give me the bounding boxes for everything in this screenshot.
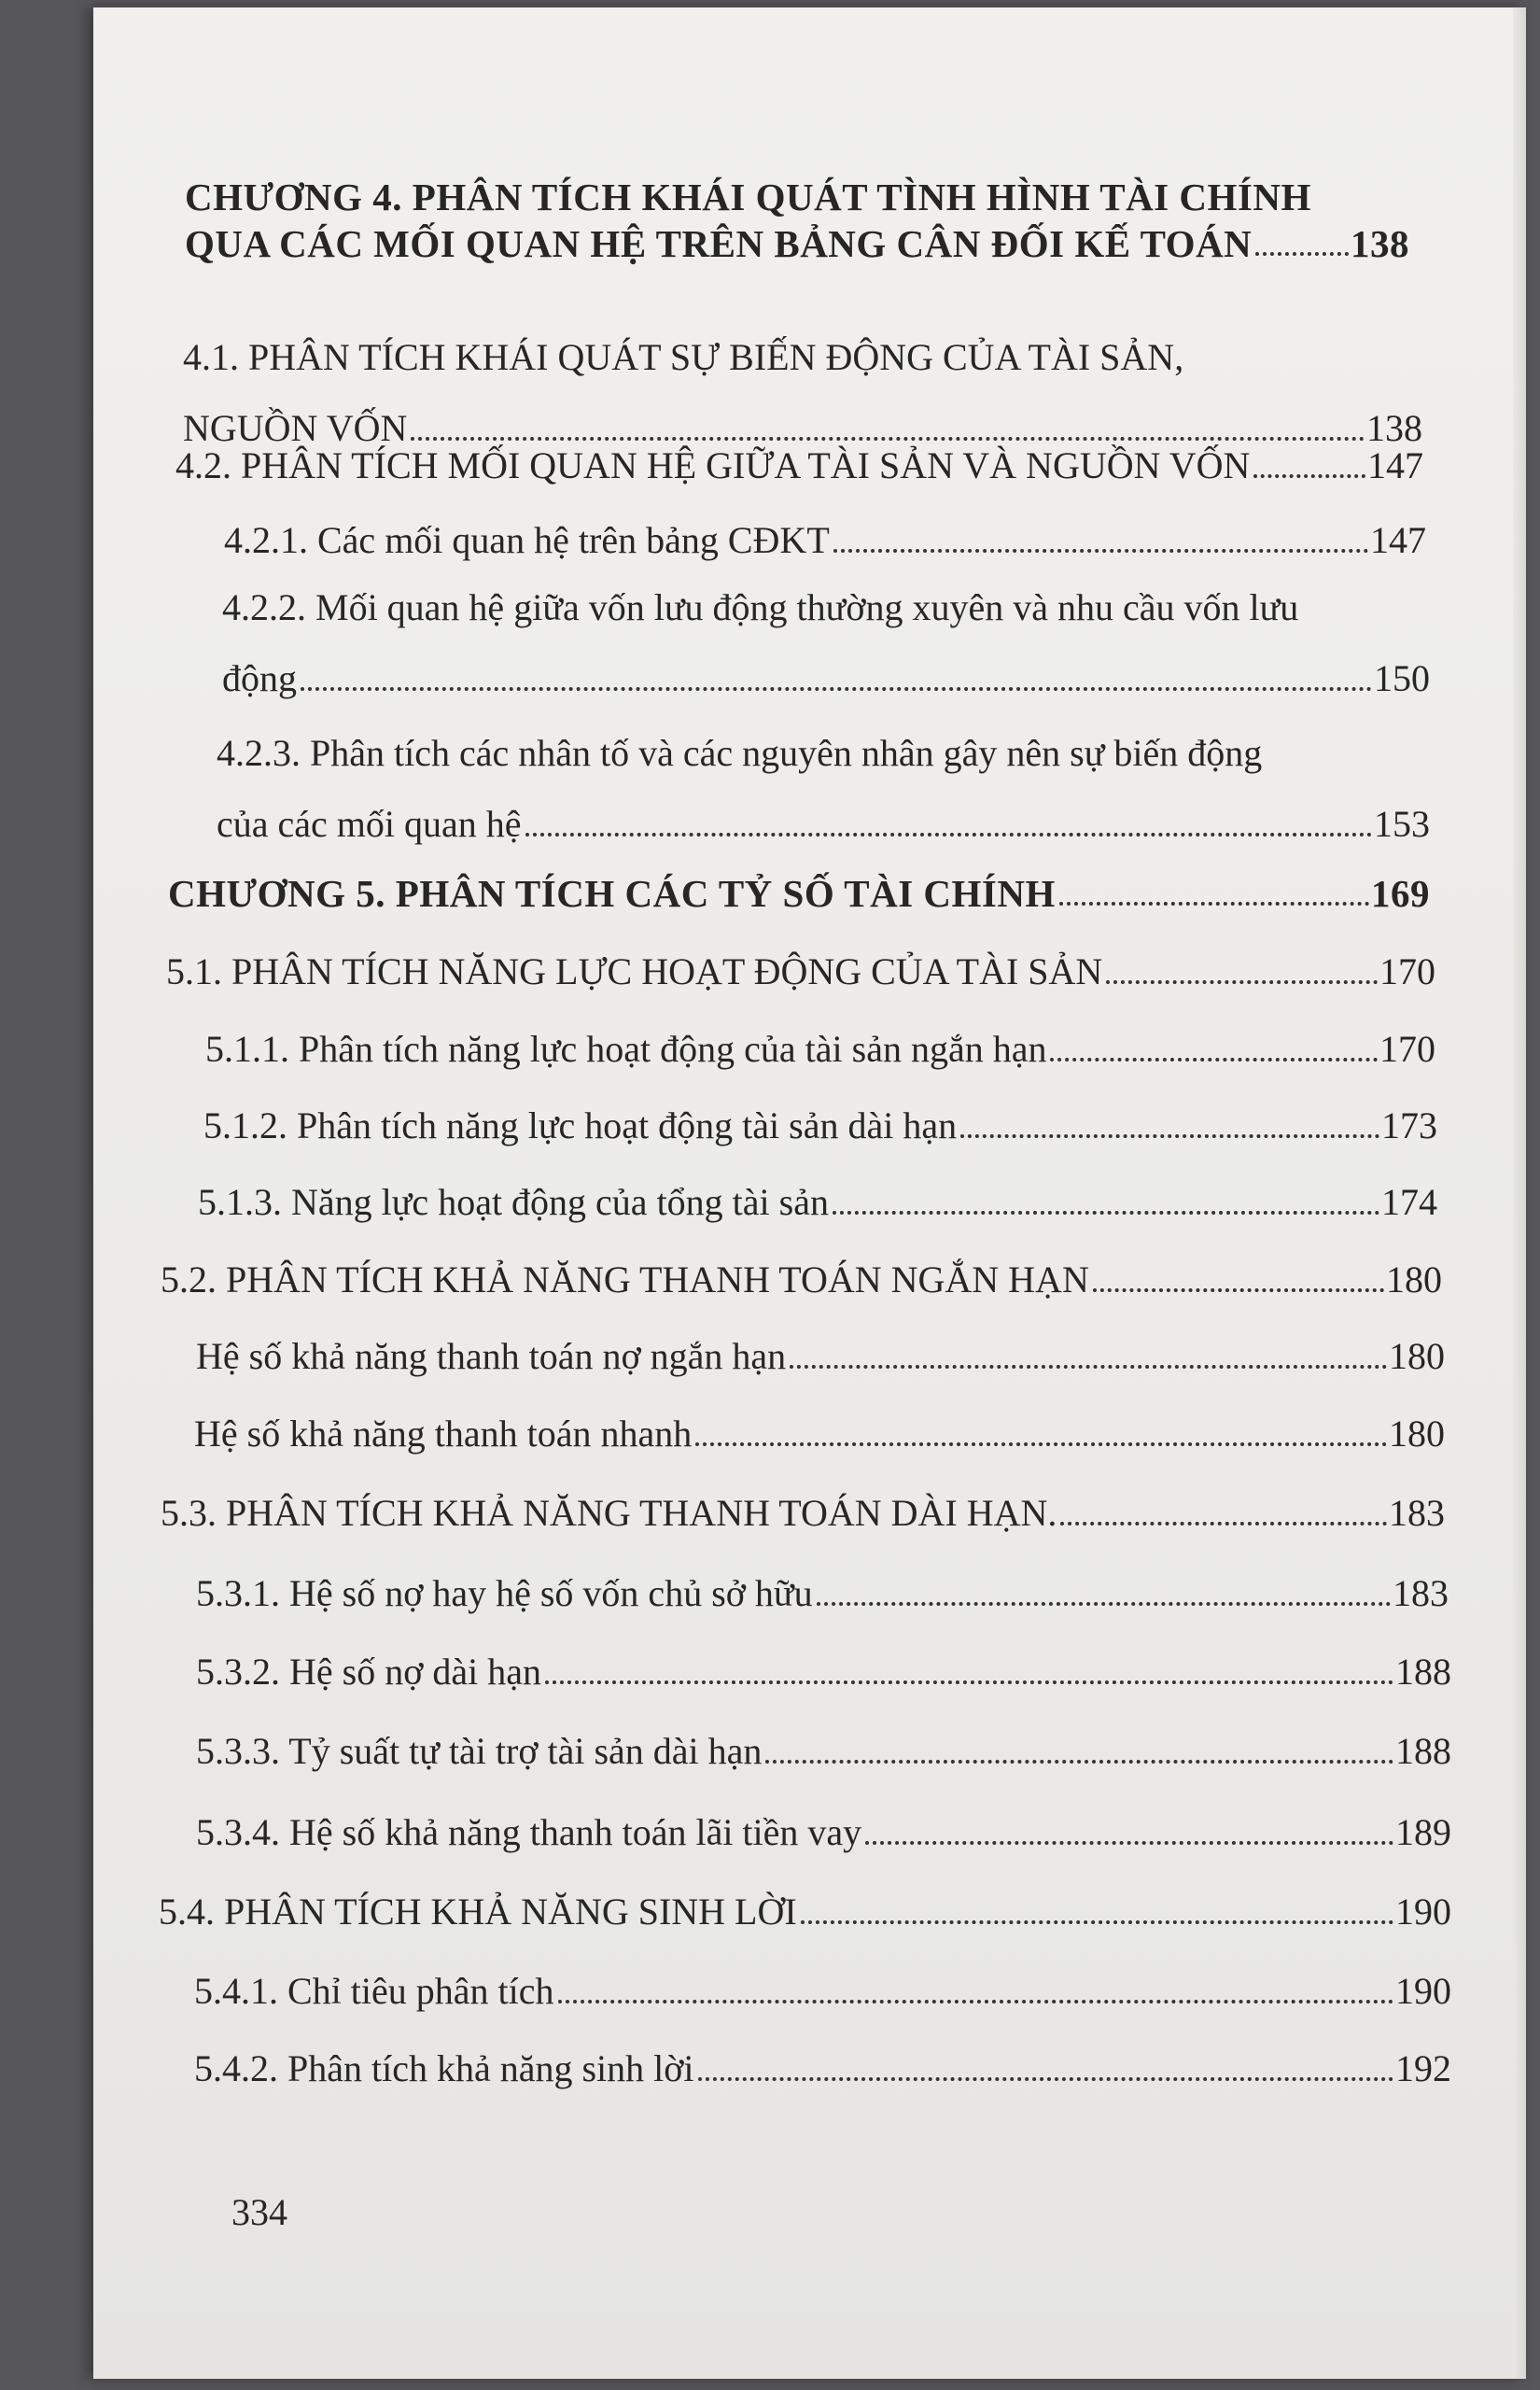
- dot-leader: [790, 1365, 1387, 1369]
- dot-leader: [1050, 1058, 1378, 1061]
- toc-section-entry: [175, 444, 1423, 487]
- toc-section-entry: [161, 1258, 1442, 1301]
- toc-entry-title: 5.1.1. Phân tích năng lực hoạt động của tài sản ngắn hạn: [205, 1028, 1047, 1070]
- page-edge: [1513, 7, 1526, 2379]
- dot-leader: [1106, 980, 1378, 984]
- toc-entry-row: [224, 519, 1426, 562]
- toc-entry-title: 5.3.1. Hệ số nợ hay hệ số vốn chủ sở hữu: [196, 1572, 813, 1614]
- toc-page-number: 190: [1395, 1891, 1451, 1933]
- toc-subsection-entry: [198, 1181, 1437, 1224]
- toc-entry-title-line: CHƯƠNG 4. PHÂN TÍCH KHÁI QUÁT TÌNH HÌNH TÀI CHÍNH: [185, 176, 1311, 218]
- toc-subsection-entry: [194, 1970, 1451, 2013]
- toc-subsection-entry: [196, 1811, 1451, 1854]
- toc-subsection-entry: [217, 732, 1430, 846]
- dot-leader: [1060, 1522, 1387, 1525]
- dot-leader: [558, 2000, 1393, 2003]
- dot-leader: [525, 833, 1372, 836]
- toc-entry-row: [194, 1413, 1445, 1455]
- toc-page-number: 180: [1389, 1335, 1445, 1377]
- toc-subsection-entry: [196, 1572, 1449, 1615]
- dot-leader: [1059, 902, 1369, 906]
- toc-entry-row: [196, 1811, 1451, 1854]
- dot-leader: [1255, 252, 1349, 256]
- toc-entry-row: [168, 872, 1430, 915]
- dot-leader: [1093, 1288, 1384, 1292]
- toc-page-number: 192: [1395, 2047, 1451, 2089]
- toc-page-number: 188: [1395, 1651, 1451, 1693]
- toc-entry-title: 5.4. PHÂN TÍCH KHẢ NĂNG SINH LỜI: [159, 1891, 797, 1933]
- toc-entry-title: 5.1.3. Năng lực hoạt động của tổng tài sản: [198, 1181, 829, 1223]
- toc-page-number: 180: [1389, 1413, 1445, 1455]
- toc-subsection-entry: [222, 586, 1430, 700]
- toc-entry-title: CHƯƠNG 5. PHÂN TÍCH CÁC TỶ SỐ TÀI CHÍNH: [168, 872, 1056, 915]
- dot-leader: [1253, 474, 1365, 478]
- toc-entry-title: của các mối quan hệ: [217, 803, 522, 845]
- toc-section-entry: [159, 1891, 1451, 1933]
- toc-entry-title: động: [222, 657, 297, 699]
- toc-entry-title: Hệ số khả năng thanh toán nhanh: [194, 1413, 693, 1455]
- toc-section-entry: [183, 336, 1422, 450]
- toc-subsection-entry: [196, 1335, 1445, 1378]
- toc-entry-title-line: 4.2.2. Mối quan hệ giữa vốn lưu động thường xuyên và nhu cầu vốn lưu: [222, 586, 1299, 628]
- dot-leader: [817, 1602, 1391, 1606]
- toc-page-number: 147: [1367, 444, 1423, 486]
- dot-leader: [833, 549, 1368, 553]
- toc-entry-title: 5.3.2. Hệ số nợ dài hạn: [196, 1651, 541, 1693]
- toc-section-entry: [161, 1492, 1445, 1535]
- toc-entry-row: [185, 222, 1409, 265]
- toc-entry-title: 5.1.2. Phân tích năng lực hoạt động tài sản dài hạn: [203, 1104, 958, 1146]
- dot-leader: [960, 1134, 1379, 1138]
- toc-entry-row: [194, 2047, 1451, 2090]
- toc-subsection-entry: [194, 1413, 1445, 1455]
- toc-subsection-entry: [196, 1730, 1451, 1773]
- toc-page-number: 170: [1379, 1028, 1435, 1070]
- toc-chapter-entry: [185, 176, 1409, 265]
- toc-page-number: 153: [1374, 803, 1430, 845]
- toc-entry-title: 4.2. PHÂN TÍCH MỐI QUAN HỆ GIỮA TÀI SẢN VÀ NGUỒN VỐN: [175, 444, 1251, 486]
- toc-page-number: 147: [1370, 519, 1426, 561]
- toc-entry-title: NGUỒN VỐN: [183, 407, 408, 449]
- toc-entry-row: [203, 1104, 1437, 1147]
- toc-page-number: 173: [1381, 1104, 1437, 1146]
- toc-entry-title: 4.2.1. Các mối quan hệ trên bảng CĐKT: [224, 519, 830, 561]
- toc-subsection-entry: [196, 1651, 1451, 1694]
- toc-entry-row: [161, 1492, 1445, 1535]
- toc-entry-title: 5.3. PHÂN TÍCH KHẢ NĂNG THANH TOÁN DÀI HẠN.: [161, 1492, 1057, 1534]
- toc-entry-row: [205, 1028, 1435, 1071]
- dot-leader: [765, 1760, 1393, 1764]
- toc-page-number: 138: [1366, 407, 1422, 449]
- toc-page-number: 183: [1389, 1492, 1445, 1534]
- toc-entry-title: QUA CÁC MỐI QUAN HỆ TRÊN BẢNG CÂN ĐỐI KẾ TOÁN: [185, 222, 1253, 265]
- toc-entry-row: [217, 803, 1430, 846]
- dot-leader: [698, 2077, 1393, 2081]
- toc-entry-row: [222, 657, 1430, 700]
- book-page: [93, 7, 1526, 2379]
- dot-leader: [833, 1211, 1379, 1215]
- toc-page-number: 169: [1371, 872, 1430, 915]
- toc-page-number: 188: [1395, 1730, 1451, 1772]
- toc-entry-row: [166, 950, 1435, 993]
- toc-page-number: 170: [1379, 950, 1435, 992]
- toc-entry-title: 5.1. PHÂN TÍCH NĂNG LỰC HOẠT ĐỘNG CỦA TÀI SẢN: [166, 950, 1103, 992]
- toc-entry-title: 5.3.3. Tỷ suất tự tài trợ tài sản dài hạn: [196, 1730, 763, 1772]
- dot-leader: [411, 437, 1365, 441]
- toc-entry-row: [194, 1970, 1451, 2013]
- toc-page-number: 138: [1351, 222, 1409, 265]
- toc-chapter-entry: [168, 872, 1430, 915]
- dot-leader: [545, 1680, 1393, 1684]
- toc-subsection-entry: [224, 519, 1426, 562]
- toc-page-number: 180: [1386, 1258, 1442, 1300]
- page-number: 334: [231, 2191, 287, 2233]
- toc-page-number: 174: [1381, 1181, 1437, 1223]
- dot-leader: [695, 1442, 1387, 1446]
- toc-entry-row: [198, 1181, 1437, 1224]
- dot-leader: [301, 687, 1372, 691]
- toc-entry-row: [159, 1891, 1451, 1933]
- toc-entry-title: Hệ số khả năng thanh toán nợ ngắn hạn: [196, 1335, 787, 1377]
- toc-page-number: 190: [1395, 1970, 1451, 2012]
- toc-entry-title-line: 4.2.3. Phân tích các nhân tố và các nguyên nhân gây nên sự biến động: [217, 732, 1263, 774]
- dot-leader: [801, 1920, 1393, 1924]
- toc-entry-row: [196, 1572, 1449, 1615]
- toc-entry-row: [196, 1730, 1451, 1773]
- toc-page-number: 183: [1393, 1572, 1449, 1614]
- toc-entry-row: [175, 444, 1423, 487]
- toc-entry-title: 5.2. PHÂN TÍCH KHẢ NĂNG THANH TOÁN NGẮN HẠN: [161, 1258, 1089, 1300]
- toc-subsection-entry: [205, 1028, 1435, 1071]
- toc-entry-title-line: 4.1. PHÂN TÍCH KHÁI QUÁT SỰ BIẾN ĐỘNG CỦA TÀI SẢN,: [183, 336, 1184, 378]
- toc-subsection-entry: [194, 2047, 1451, 2090]
- toc-page-number: 150: [1374, 657, 1430, 699]
- toc-entry-title: 5.3.4. Hệ số khả năng thanh toán lãi tiền vay: [196, 1811, 862, 1853]
- toc-section-entry: [166, 950, 1435, 993]
- toc-entry-title: 5.4.2. Phân tích khả năng sinh lời: [194, 2047, 694, 2089]
- toc-entry-row: [161, 1258, 1442, 1301]
- toc-page-number: 189: [1395, 1811, 1451, 1853]
- dot-leader: [865, 1841, 1393, 1845]
- toc-entry-row: [196, 1651, 1451, 1694]
- toc-entry-row: [196, 1335, 1445, 1378]
- toc-subsection-entry: [203, 1104, 1437, 1147]
- toc-entry-title: 5.4.1. Chỉ tiêu phân tích: [194, 1970, 554, 2012]
